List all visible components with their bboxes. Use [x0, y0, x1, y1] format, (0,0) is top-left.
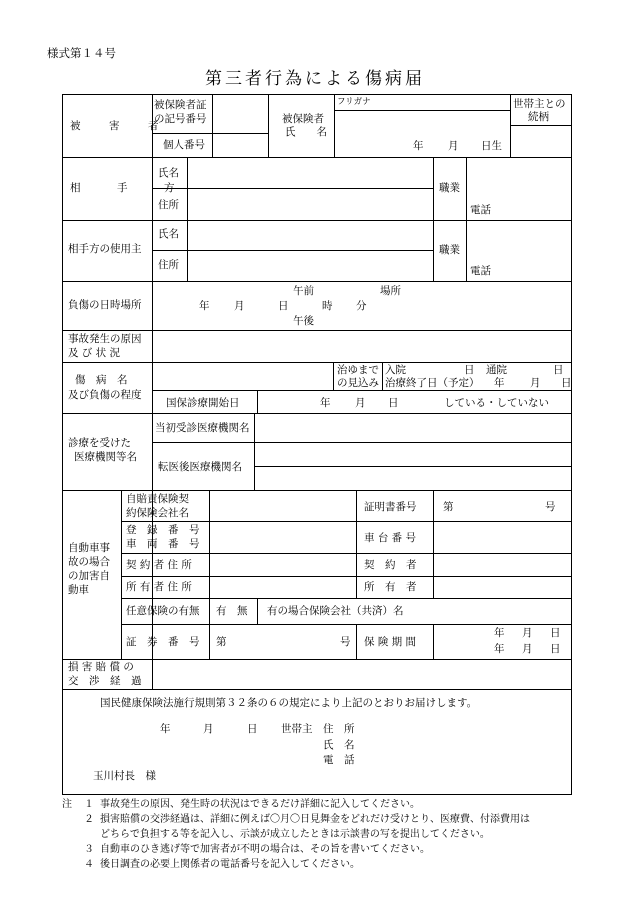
- insured-name-label-1: 被保険者: [282, 113, 324, 125]
- settlement-label-1: 損 害 賠 償 の: [68, 661, 134, 673]
- medical-heading-1: 診療を受けた: [68, 437, 131, 449]
- victim-heading: 被 害 者: [70, 120, 168, 132]
- voluntary-insurance-label: 任意保険の有無: [126, 605, 200, 617]
- injury-month-label: 月: [234, 300, 245, 312]
- opponent-heading: 相 手 方: [70, 182, 188, 194]
- cert-dai-label: 第: [443, 501, 454, 513]
- end-day-label: 日: [561, 377, 572, 389]
- employer-name-label: 氏名: [158, 228, 179, 240]
- declaration-text: 国民健康保険法施行規則第３２条の６の規定により上記のとおりお届けします。: [100, 697, 478, 709]
- owner-address-label: 所 有 者 住 所: [126, 581, 192, 593]
- declaration-year: 年: [160, 723, 171, 735]
- period-day-1: 日: [550, 627, 561, 639]
- period-month-1: 月: [522, 627, 533, 639]
- employer-phone-label: 電話: [470, 265, 491, 277]
- insured-name-label-2: 氏 名: [285, 126, 327, 138]
- nhi-start-label: 国保診療開始日: [166, 397, 240, 409]
- birth-day-label: 日生: [481, 140, 502, 152]
- auto-heading-2: 故の場合: [68, 556, 110, 568]
- nhi-day-label: 日: [388, 397, 399, 409]
- employer-address-label: 住所: [158, 259, 179, 271]
- note-3-text: 自動車のひき逃げ等で加害者が不明の場合は、その旨を書いてください。: [100, 844, 430, 855]
- opponent-name-label: 氏名: [158, 167, 179, 179]
- injury-minute-label: 分: [356, 300, 367, 312]
- note-4-text: 後日調査の必要上関係者の電話番号を記入してください。: [100, 859, 360, 870]
- householder-name-label: 氏 名: [323, 739, 355, 751]
- hospital-day-label: 日: [464, 364, 475, 376]
- registration-label-2: 車 両 番 号: [126, 538, 200, 550]
- outpatient-day-label: 日: [553, 364, 564, 376]
- hospitalized-label: 入院: [385, 364, 406, 376]
- accident-cause-label-2: 及 び 状 況: [68, 347, 121, 359]
- contractor-address-label: 契 約 者 住 所: [126, 559, 192, 571]
- injury-hour-label: 時: [322, 300, 333, 312]
- place-label: 場所: [380, 285, 401, 297]
- opponent-address-label: 住所: [158, 199, 179, 211]
- declaration-day: 日: [247, 723, 258, 735]
- nhi-month-label: 月: [355, 397, 366, 409]
- liability-insurer-label-1: 自賠責保険契: [126, 493, 189, 505]
- cert-number-label: 証明書番号: [364, 501, 417, 513]
- period-year-2: 年: [494, 643, 505, 655]
- auto-heading-3: の加害自: [68, 570, 110, 582]
- voluntary-yes-no: 有 無: [216, 605, 248, 617]
- injury-year-label: 年: [199, 300, 210, 312]
- settlement-label-2: 交 渉 経 過: [68, 675, 142, 687]
- accident-cause-label-1: 事故発生の原因: [68, 333, 142, 345]
- note-4-number: ４: [84, 859, 94, 870]
- nhi-year-label: 年: [320, 397, 331, 409]
- owner-label: 所 有 者: [364, 581, 417, 593]
- relation-label-2: 続柄: [528, 111, 549, 123]
- note-2-text-b: どちらで負担する等を記入し、示談が成立したときは示談書の写を提出してください。: [100, 829, 490, 840]
- birth-month-label: 月: [448, 140, 459, 152]
- healing-label-2: の見込み: [337, 377, 379, 389]
- policy-go-label: 号: [340, 636, 351, 648]
- personal-number-label: 個人番号: [163, 139, 205, 151]
- injury-day-label: 日: [278, 300, 289, 312]
- period-day-2: 日: [550, 643, 561, 655]
- period-month-2: 月: [522, 643, 533, 655]
- notes-label: 注: [62, 799, 72, 810]
- form-number: 様式第１４号: [47, 46, 116, 60]
- voluntary-company-label: 有の場合保険会社（共済）名: [267, 605, 404, 617]
- liability-insurer-label-2: 約保険会社名: [126, 507, 189, 519]
- healing-label-1: 治ゆまで: [337, 364, 379, 376]
- birth-year-label: 年: [413, 140, 424, 152]
- furigana-label: フリガナ: [337, 97, 371, 107]
- pm-label: 午後: [293, 315, 314, 327]
- page-title: 第三者行為による傷病届: [205, 69, 425, 89]
- am-label: 午前: [293, 285, 314, 297]
- householder-phone-label: 電 話: [323, 754, 355, 766]
- auto-heading-1: 自動車事: [68, 542, 110, 554]
- disease-heading-2: 及び負傷の程度: [68, 389, 142, 401]
- contractor-label: 契 約 者: [364, 559, 417, 571]
- policy-number-label: 証 券 番 号: [126, 636, 200, 648]
- chassis-label: 車 台 番 号: [364, 532, 417, 544]
- first-institution-label: 当初受診医療機関名: [155, 422, 250, 434]
- note-3-number: ３: [84, 844, 94, 855]
- injury-datetime-heading: 負傷の日時場所: [68, 299, 142, 311]
- employer-heading: 相手方の使用主: [68, 243, 142, 255]
- declaration-month: 月: [203, 723, 214, 735]
- relation-label-1: 世帯主との: [513, 98, 566, 110]
- opponent-phone-label: 電話: [470, 204, 491, 216]
- note-2-number: ２: [84, 814, 94, 825]
- note-1-text: 事故発生の原因、発生時の状況はできるだけ詳細に記入してください。: [100, 799, 420, 810]
- householder-label: 世帯主: [281, 723, 313, 735]
- employer-occupation-label: 職業: [439, 244, 460, 256]
- end-date-label: 治療終了日（予定）: [385, 377, 480, 389]
- outpatient-label: 通院: [486, 364, 507, 376]
- insurance-period-label: 保 険 期 間: [364, 636, 417, 648]
- period-year-1: 年: [494, 627, 505, 639]
- opponent-occupation-label: 職業: [439, 182, 460, 194]
- end-year-label: 年: [494, 377, 505, 389]
- note-2-text-a: 損害賠償の交渉経過は、詳細に例えば〇月〇日見舞金をどれだけ受けとり、医療費、付添費用は: [100, 814, 530, 825]
- addressee: 玉川村長 様: [93, 770, 156, 782]
- nhi-status-label: している・していない: [444, 397, 549, 409]
- auto-heading-4: 動車: [68, 584, 89, 596]
- registration-label-1: 登 録 番 号: [126, 524, 200, 536]
- note-1-number: １: [84, 799, 94, 810]
- end-month-label: 月: [530, 377, 541, 389]
- insurance-card-label-1: 被保険者証: [154, 99, 207, 111]
- transfer-institution-label: 転医後医療機関名: [158, 461, 242, 473]
- householder-address-label: 住 所: [323, 723, 355, 735]
- medical-heading-2: 医療機関等名: [74, 451, 137, 463]
- disease-heading-1: 傷 病 名: [75, 374, 128, 386]
- insurance-card-label-2: の記号番号: [154, 113, 207, 125]
- cert-go-label: 号: [545, 501, 556, 513]
- policy-dai-label: 第: [216, 636, 227, 648]
